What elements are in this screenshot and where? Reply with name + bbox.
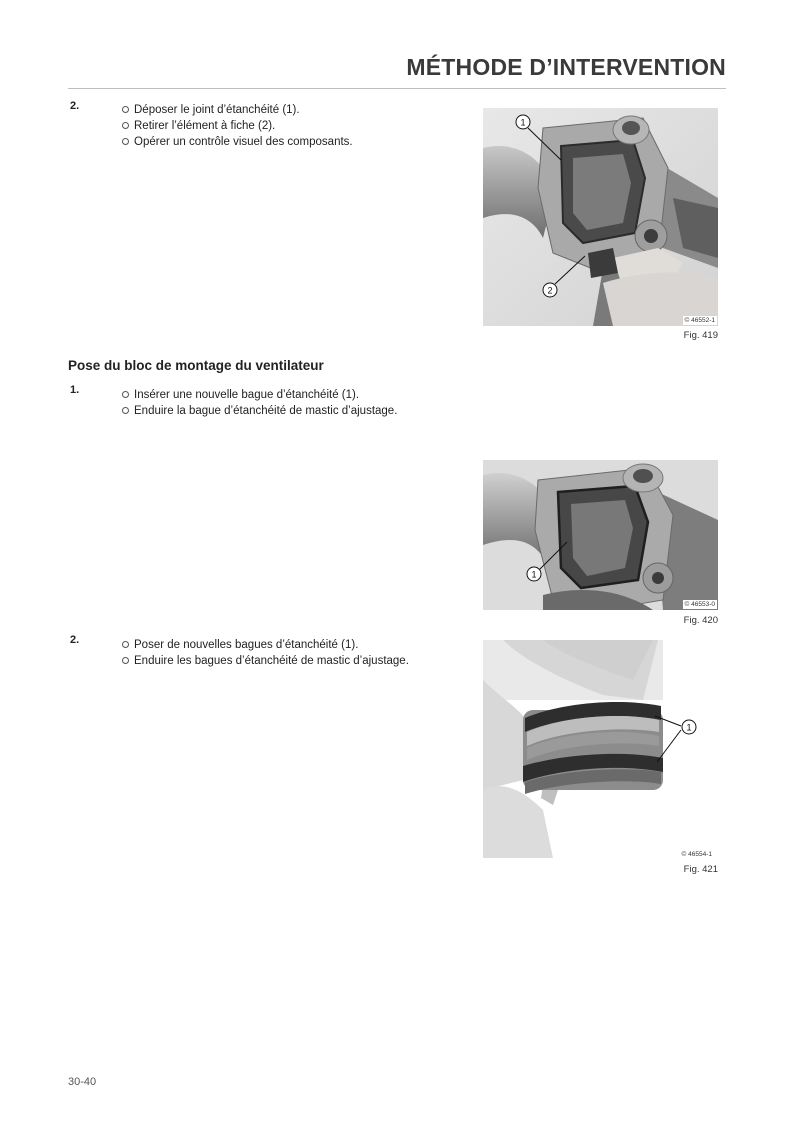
seal-rings-hand-photo [483,640,718,858]
figure-419-image [483,108,718,326]
step-number: 2. [70,100,80,112]
figure-caption: Fig. 420 [683,615,718,626]
pump-housing-seal-photo [483,460,718,610]
figure-420-image [483,460,718,610]
figure-code: © 46554-1 [681,851,712,858]
list-item: Poser de nouvelles bagues d’étanchéité (1). [120,637,409,653]
figure-421-image [483,640,718,858]
pump-housing-photo [483,108,718,326]
page-title: MÉTHODE D’INTERVENTION [406,54,726,80]
section-heading: Pose du bloc de montage du ventilateur [68,358,324,373]
list-item: Enduire la bague d’étanchéité de mastic d’ajustage. [120,403,397,419]
list-item: Retirer l’élément à fiche (2). [120,118,353,134]
step-bullet-list [120,637,409,669]
header-divider [68,88,726,89]
list-item: Déposer le joint d’étanchéité (1). [120,102,353,118]
page-number: 30-40 [68,1076,97,1088]
list-item: Enduire les bagues d’étanchéité de mastic d’ajustage. [120,653,409,669]
figure-code: © 46553-0 [684,601,715,608]
callout-label: 1 [686,722,692,733]
step-bullet-list [120,387,397,419]
callout-label: 2 [547,285,553,296]
list-item: Insérer une nouvelle bague d’étanchéité (1). [120,387,397,403]
figure-caption: Fig. 419 [683,330,718,341]
figure-caption: Fig. 421 [683,864,718,875]
step-number: 2. [70,634,80,646]
callout-label: 1 [531,569,537,580]
callout-label: 1 [520,117,526,128]
step-number: 1. [70,384,80,396]
step-bullet-list [120,102,353,150]
list-item: Opérer un contrôle visuel des composants. [120,134,353,150]
figure-code: © 46552-1 [684,317,715,324]
